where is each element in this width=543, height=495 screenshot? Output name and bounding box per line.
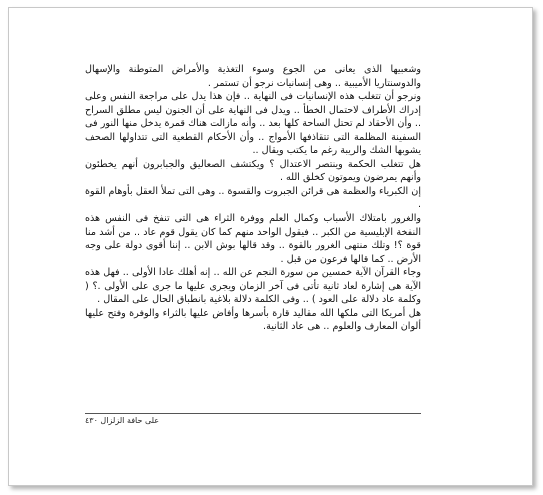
paragraph-7: هل أمريكا التى ملكها الله مقاليد قارة بأسرها وأفاض عليها بالثراء والوفرة وفتح عليها ألوان المعارف والعلوم .. هى عاد الثانية. — [85, 307, 421, 333]
paragraph-4: إن الكبرياء والعظمة هى قرائن الجبروت والقسوة .. وهى التى تملأ العقل بأوهام القوة . — [85, 185, 421, 211]
paragraph-5: والغرور بامتلاك الأسباب وكمال العلم ووفرة الثراء هى التى تنفخ فى النفس هذه النفخة الإبليسية من الكبر .. فيقول الواحد منهم كما كان يقول قوم عاد .. من أشد منا قوة ؟! وتلك منتهى الغرور بالقوة .. وقد قالها بوش الابن .. إننا أقوى دولة على وجه الأرض .. كما قالها فرعون من قبل . — [85, 213, 421, 265]
paragraph-1: وشعبيها الذى يعانى من الجوع وسوء التغذية والأمراض المتوطنة والإسهال والدوسنتاريا الأميبية .. وهى إنسانيات نرجو أن تستمر . — [85, 64, 421, 89]
paragraph-3: هل تتغلب الحكمة وينتصر الاعتدال ؟ ويكتشف الصعاليق والجبابرون أنهم يخطئون وأنهم يمرضون ويموتون كخلق الله . — [85, 158, 421, 184]
page-footer: على حافة الزلزال ٤٣٠ — [85, 416, 160, 425]
paragraph-6: وجاء القرآن الآية خمسين من سورة النجم عن الله .. إنه أهلك عادا الأولى .. فهل هذه الآية هى إشارة لعاد ثانية تأتى فى آخر الزمان ويجرى عليها ما جرى على الأولى .؟ ( وكلمة عاد دلالة على العود ) .. وفى الكلمة دلالة بلاغية بانطباق الحال على المقال . — [85, 267, 421, 306]
document-body — [85, 63, 421, 334]
paragraph-2: ونرجو أن تتغلب هذه الإنسانيات فى النهاية .. فإن هذا يدل على مراجعة النفس وعلى إدراك الأطراف لاحتمال الخطأ .. ويدل فى النهاية على أن الجنون ليس مطلق السراح .. وأن الأحقاد لم تحتل الساحة كلها بعد .. وأنه مازالت هناك قمرة يدخل منها النور فى السفينة المظلمة التى تتقاذفها الأمواج .. وأن الأحكام القطعية التى تتداولها الصحف يشوبها الشك والريبة رغم ما يكتب ويقال .. — [85, 91, 421, 157]
footer-divider — [85, 413, 421, 414]
